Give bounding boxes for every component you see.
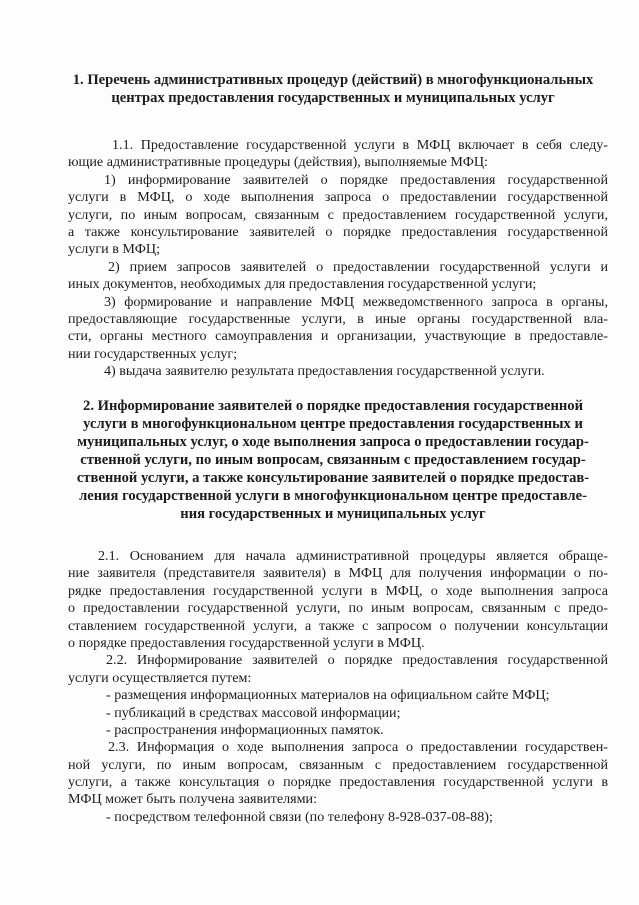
heading-line: 2. Информирование заявителей о порядке предоставления государственной <box>83 398 583 414</box>
list-item-line: 3) формирование и направление МФЦ межведомственного запроса в органы, <box>104 293 608 310</box>
list-item-line: иных документов, необходимых для предоставления государственной услуги; <box>68 276 537 293</box>
paragraph-line: МФЦ может быть получена заявителями: <box>68 791 317 808</box>
bullet-line: - посредством телефонной связи (по телефону 8-928-037-08-88); <box>106 808 493 825</box>
paragraph-line: ставлением государственной услуги, а также с запросом о получении консультации <box>68 617 608 634</box>
paragraph-line: 2.2. Информирование заявителей о порядке предоставления государственной <box>106 652 608 669</box>
paragraph-line: услуги, а также консультация о порядке предоставления государственной услуги в <box>68 774 608 791</box>
paragraph-line: 2.1. Основанием для начала административной процедуры является обраще- <box>98 548 608 564</box>
section-1-body <box>68 137 608 380</box>
heading-line: 1. Перечень административных процедур (действий) в многофункциональных <box>72 72 594 88</box>
paragraph-line: ние заявителя (представителя заявителя) в МФЦ для получения информации о по- <box>68 565 608 582</box>
list-item-line: сти, органы местного самоуправления и организации, участвующие в предоставле- <box>68 328 608 345</box>
heading-line: ления государственной услуги в многофункциональном центре предоставле- <box>79 488 587 504</box>
paragraph-line: ной услуги, по иным вопросам, связанным с предоставлением государственной <box>68 756 608 773</box>
paragraph-line: о предоставлении государственной услуги, по иным вопросам, связанным с предо- <box>68 600 608 617</box>
section-2-heading <box>62 397 604 523</box>
list-item-line: услуги, по иным вопросам, связанным с предоставлением государственной услуги, <box>68 206 608 223</box>
list-item-line: 2) прием запросов заявителей о предоставлении государственной услуги и <box>108 258 608 275</box>
paragraph-line: рядке предоставления государственной услуги в МФЦ, о ходе выполнения запроса <box>68 582 608 599</box>
paragraph-line: услуги осуществляется путем: <box>68 669 252 686</box>
list-item-line: а также консультирование заявителей о порядке предоставления государственной <box>68 223 608 240</box>
list-item-line: услуги в МФЦ, о ходе выполнения запроса о предоставлении государственной <box>68 189 608 206</box>
heading-line: ственной услуги, а также консультирование заявителей о порядке предостав- <box>76 470 590 486</box>
heading-line: центрах предоставления государственных и муниципальных услуг <box>111 90 555 106</box>
paragraph-line: 1.1. Предоставление государственной услуги в МФЦ включает в себя следу- <box>112 137 608 153</box>
section-1-heading <box>58 71 608 107</box>
heading-line: ственной услуги, по иным вопросам, связанным с предоставлением государ- <box>80 452 586 468</box>
heading-line: услуги в многофункциональном центре предоставления государственных и <box>83 416 583 432</box>
list-item-line: 1) информирование заявителей о порядке предоставления государственной <box>104 171 608 188</box>
bullet-line: - размещения информационных материалов на официальном сайте МФЦ; <box>106 687 550 704</box>
paragraph-line: ющие административные процедуры (действия), выполняемые МФЦ: <box>68 154 488 171</box>
list-item-line: услуги в МФЦ; <box>68 241 160 258</box>
heading-line: ния государственных и муниципальных услуг <box>180 506 486 522</box>
section-2-body <box>68 548 608 826</box>
bullet-line: - распространения информационных памяток. <box>106 721 384 738</box>
paragraph-line: 2.3. Информация о ходе выполнения запроса о предоставлении государствен- <box>108 739 608 756</box>
heading-line: муниципальных услуг, о ходе выполнения запроса о предоставлении государ- <box>77 434 589 450</box>
list-item-line: 4) выдача заявителю результата предоставления государственной услуги. <box>104 363 545 380</box>
list-item-line: нии государственных услуг; <box>68 345 238 362</box>
bullet-line: - публикаций в средствах массовой информации; <box>106 704 401 721</box>
paragraph-line: о порядке предоставления государственной услуги в МФЦ. <box>68 634 425 651</box>
list-item-line: предоставляющие государственные услуги, в иные органы государственной вла- <box>68 310 608 327</box>
